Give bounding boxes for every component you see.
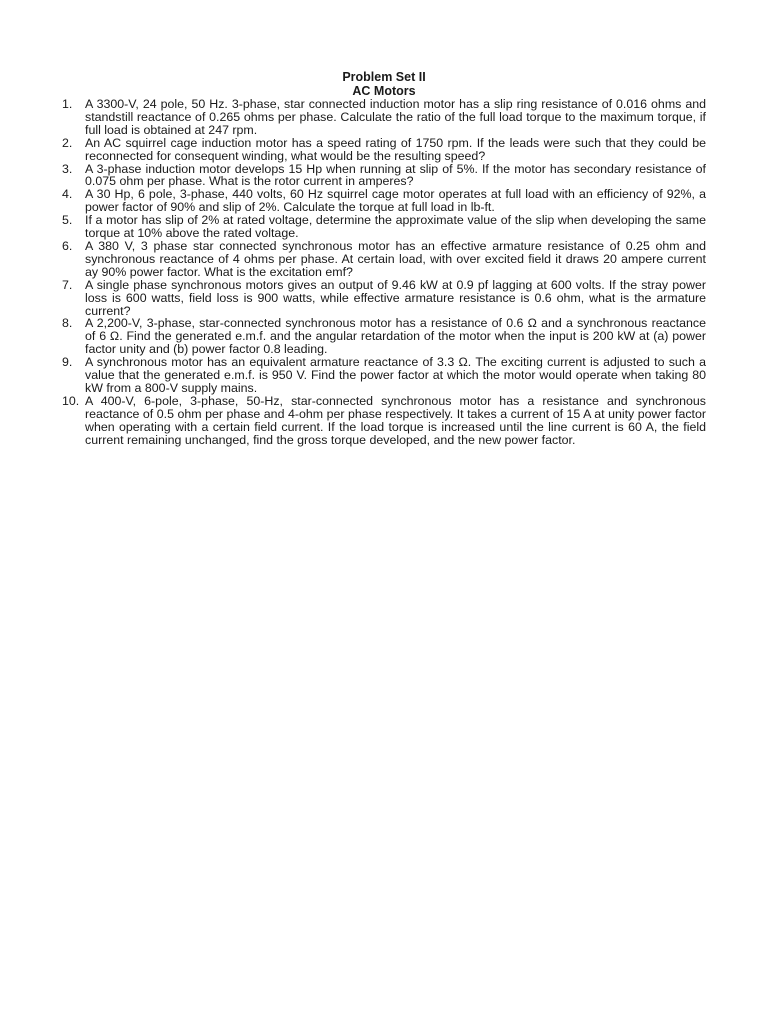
problem-number: 9. xyxy=(62,355,73,370)
problem-text: A 400-V, 6-pole, 3-phase, 50-Hz, star-connected synchronous motor has a resistance and synchronous reactance of 0.5 ohm per phase and 4-ohm per phase respectively. It takes a current of 15 A at unity power factor when operating with a certain field current. If the load torque is increased until the line current is 60 A, the field current remaining unchanged, find the gross torque developed, and the new power factor. xyxy=(85,393,706,447)
problem-item xyxy=(62,240,706,279)
problem-text: If a motor has slip of 2% at rated voltage, determine the approximate value of the slip when developing the same torque at 10% above the rated voltage. xyxy=(85,213,706,241)
problem-text: A 3-phase induction motor develops 15 Hp when running at slip of 5%. If the motor has secondary resistance of 0.075 ohm per phase. What is the rotor current in amperes? xyxy=(85,161,706,189)
problem-text: A 30 Hp, 6 pole, 3-phase, 440 volts, 60 Hz squirrel cage motor operates at full load with an efficiency of 92%, a power factor of 90% and slip of 2%. Calculate the torque at full load in lb-ft. xyxy=(85,187,706,215)
problem-text: A synchronous motor has an equivalent armature reactance of 3.3 Ω. The exciting current is adjusted to such a value that the generated e.m.f. is 950 V. Find the power factor at which the motor would operate when taking 80 kW from a 800-V supply mains. xyxy=(85,355,706,395)
problem-item xyxy=(62,98,706,137)
problem-number: 2. xyxy=(62,135,73,150)
problem-item xyxy=(62,395,706,447)
problem-text: A single phase synchronous motors gives an output of 9.46 kW at 0.9 pf lagging at 600 volts. If the stray power loss is 600 watts, field loss is 900 watts, while effective armature resistance is 0.6 ohm, what is the armature current? xyxy=(85,277,706,318)
problem-item xyxy=(62,317,706,356)
problem-number: 3. xyxy=(62,161,73,176)
problem-number: 6. xyxy=(62,238,73,253)
document-subtitle: AC Motors xyxy=(352,84,416,98)
problem-item xyxy=(62,137,706,163)
problem-item xyxy=(62,279,706,318)
problem-number: 7. xyxy=(62,277,73,292)
problem-item xyxy=(62,356,706,395)
problem-item xyxy=(62,163,706,189)
problem-number: 5. xyxy=(62,213,73,228)
problem-number: 4. xyxy=(62,187,73,202)
problem-list xyxy=(62,98,706,446)
problem-item xyxy=(62,188,706,214)
document-title: Problem Set II xyxy=(342,70,426,84)
problem-number: 10. xyxy=(62,393,80,408)
problem-text: An AC squirrel cage induction motor has a speed rating of 1750 rpm. If the leads were such that they could be reconnected for consequent winding, what would be the resulting speed? xyxy=(85,135,706,163)
problem-text: A 3300-V, 24 pole, 50 Hz. 3-phase, star connected induction motor has a slip ring resistance of 0.016 ohms and standstill reactance of 0.265 ohms per phase. Calculate the ratio of the full load torque to the maximum torque, if full load is obtained at 247 rpm. xyxy=(85,97,706,137)
problem-text: A 380 V, 3 phase star connected synchronous motor has an effective armature resistance of 0.25 ohm and synchronous reactance of 4 ohms per phase. At certain load, with over excited field it draws 20 ampere current ay 90% power factor. What is the excitation emf? xyxy=(85,238,706,279)
document-page xyxy=(62,70,706,446)
problem-number: 1. xyxy=(62,97,73,111)
problem-item xyxy=(62,214,706,240)
problem-number: 8. xyxy=(62,316,73,331)
problem-text: A 2,200-V, 3-phase, star-connected synchronous motor has a resistance of 0.6 Ω and a synchronous reactance of 6 Ω. Find the generated e.m.f. and the angular retardation of the motor when the input is 200 kW at (a) power factor unity and (b) power factor 0.8 leading. xyxy=(85,316,706,357)
